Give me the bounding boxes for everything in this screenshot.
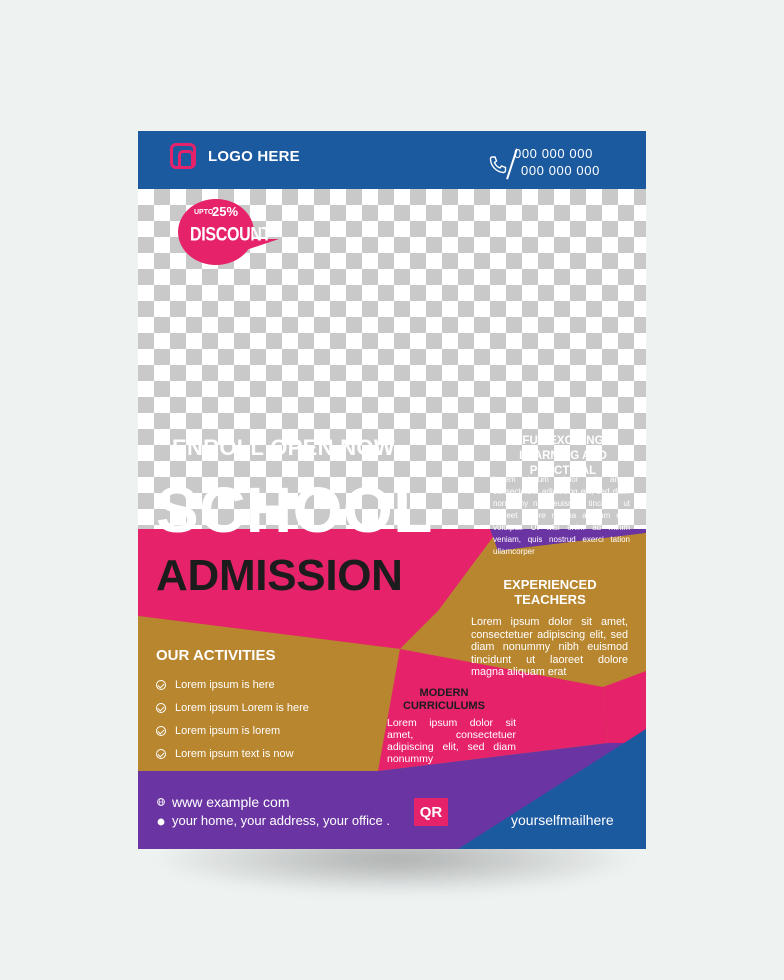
list-item — [156, 696, 309, 719]
activity-label: Lorem ipsum is here — [175, 678, 275, 691]
fun-learning-body: Lorem ipsum dolor sit amet, consectetuer adipiscing elit, sed diam nonummy nibh euismod tincidunt ut laoreet dolore magna aliquam erat volutpat. Ut wisi enim ad minim veniam, quis nostrud exerci tation ullamcorper — [493, 475, 630, 556]
activity-label: Lorem ipsum text is now — [175, 747, 294, 760]
list-item — [156, 742, 309, 765]
flyer — [138, 131, 646, 849]
modern-curriculums-body: Lorem ipsum dolor sit amet, consectetuer adipiscing elit, sed diam nonummy — [387, 717, 516, 765]
phone-number-2: 000 000 000 — [521, 163, 600, 178]
phone-number-1: 000 000 000 — [514, 146, 593, 161]
discount-label: DISCOUNT — [190, 225, 272, 246]
list-item — [156, 673, 309, 696]
check-icon — [156, 726, 166, 736]
activities-list — [156, 673, 309, 765]
logo-icon — [170, 143, 196, 169]
experienced-teachers-body: Lorem ipsum dolor sit amet, consectetuer adipiscing elit, sed diam nonummy nibh euismod tincidunt ut laoreet dolore magna aliquam erat — [471, 616, 628, 678]
location-icon — [157, 818, 165, 826]
list-item — [156, 719, 309, 742]
globe-icon — [157, 798, 165, 806]
check-icon — [156, 749, 166, 759]
fun-learning-title: FUN EXCITING LEARNING AND PRACTICAL — [519, 435, 607, 477]
check-icon — [156, 703, 166, 713]
email-text: yourselfmailhere — [511, 812, 614, 828]
check-icon — [156, 680, 166, 690]
school-heading: SCHOOL — [156, 474, 433, 546]
discount-upto: UPTO — [194, 209, 214, 216]
activity-label: Lorem ipsum is lorem — [175, 724, 281, 737]
logo-text: LOGO HERE — [208, 148, 300, 165]
modern-curriculums-title: MODERN CURRICULUMS — [403, 687, 485, 712]
enroll-heading: ENROLL OPEN NOW — [172, 435, 395, 460]
discount-percent: 25% — [212, 204, 239, 219]
activity-label: Lorem ipsum Lorem is here — [175, 701, 309, 714]
experienced-teachers-title: EXPERIENCED TEACHERS — [503, 577, 597, 607]
admission-heading: ADMISSION — [156, 551, 403, 600]
address-text: your home, your address, your office . — [172, 813, 390, 828]
website-link[interactable]: www example com — [172, 794, 290, 810]
qr-code: QR — [414, 798, 448, 826]
activities-title: OUR ACTIVITIES — [156, 647, 276, 664]
phone-icon — [488, 155, 508, 175]
